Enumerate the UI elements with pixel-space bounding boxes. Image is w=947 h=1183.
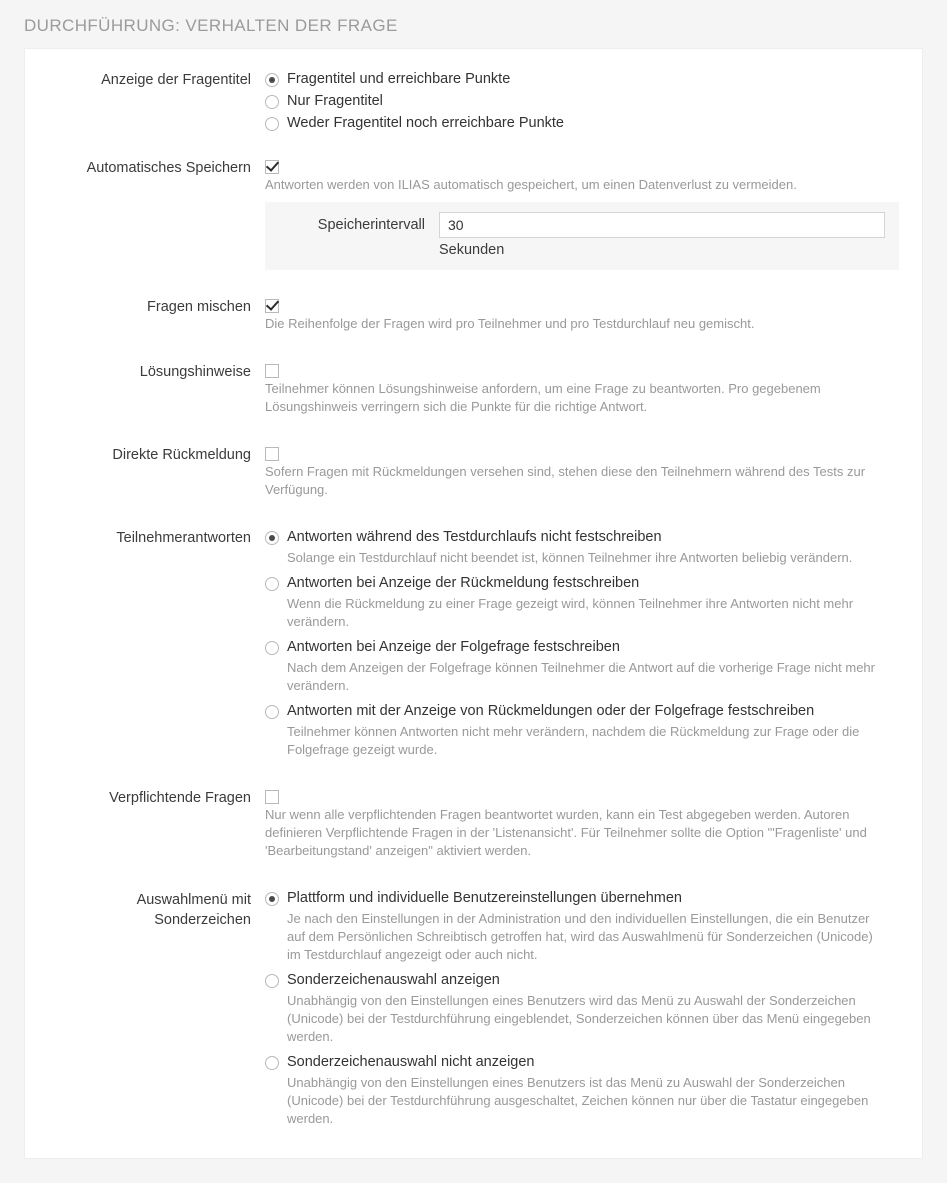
radio-icon[interactable] bbox=[265, 95, 279, 109]
field-autosave bbox=[25, 151, 922, 280]
radio-group-item bbox=[265, 573, 882, 631]
field-label: Lösungshinweise bbox=[139, 364, 251, 380]
radio-option[interactable] bbox=[265, 888, 882, 908]
interval-unit: Sekunden bbox=[439, 242, 505, 258]
checkbox-icon[interactable] bbox=[265, 364, 279, 378]
checkbox-option[interactable] bbox=[265, 444, 882, 461]
field-participant-answers bbox=[25, 521, 922, 771]
field-help: Die Reihenfolge der Fragen wird pro Teilnehmer und pro Testdurchlauf neu gemischt. bbox=[265, 316, 755, 331]
radio-icon[interactable] bbox=[265, 641, 279, 655]
field-label: Direkte Rückmeldung bbox=[112, 447, 251, 463]
field-label: Teilnehmerantworten bbox=[116, 530, 251, 546]
radio-icon[interactable] bbox=[265, 705, 279, 719]
checkbox-option[interactable] bbox=[265, 157, 899, 174]
field-body bbox=[265, 157, 939, 274]
field-label bbox=[25, 888, 265, 930]
field-body bbox=[265, 296, 922, 339]
radio-icon[interactable] bbox=[265, 73, 279, 87]
checkbox-option[interactable] bbox=[265, 296, 882, 313]
field-char-selector bbox=[25, 882, 922, 1140]
option-help: Wenn die Rückmeldung zu einer Frage gezeigt wird, können Teilnehmer ihre Antworten nicht mehr verändern. bbox=[287, 596, 854, 629]
radio-group-item bbox=[265, 701, 882, 759]
option-help: Teilnehmer können Antworten nicht mehr verändern, nachdem die Rückmeldung zur Frage oder die Folgefrage gezeigt wurde. bbox=[287, 724, 860, 757]
checkbox-icon[interactable] bbox=[265, 299, 279, 313]
radio-label: Antworten mit der Anzeige von Rückmeldungen oder der Folgefrage festschreiben bbox=[287, 703, 815, 719]
checkbox-icon[interactable] bbox=[265, 790, 279, 804]
radio-option[interactable] bbox=[265, 573, 882, 593]
field-hints bbox=[25, 355, 922, 428]
option-help: Unabhängig von den Einstellungen eines Benutzers wird das Menü zu Auswahl der Sonderzeichen (Unicode) bei der Testdurchführung eingeblendet, Sonderzeichen können über das Menü eingegeben werden. bbox=[287, 993, 871, 1044]
radio-label: Antworten bei Anzeige der Folgefrage festschreiben bbox=[287, 639, 620, 655]
radio-icon[interactable] bbox=[265, 892, 279, 906]
interval-label: Speicherintervall bbox=[317, 217, 425, 233]
option-help: Nach dem Anzeigen der Folgefrage können Teilnehmer die Antwort auf die vorherige Frage nicht mehr verändern. bbox=[287, 660, 875, 693]
field-instant-feedback bbox=[25, 438, 922, 511]
radio-icon[interactable] bbox=[265, 117, 279, 131]
field-question-title bbox=[25, 63, 922, 141]
checkbox-option[interactable] bbox=[265, 361, 882, 378]
radio-icon[interactable] bbox=[265, 531, 279, 545]
settings-card bbox=[24, 48, 923, 1159]
field-label: Verpflichtende Fragen bbox=[109, 790, 251, 806]
option-help: Solange ein Testdurchlauf nicht beendet ist, können Teilnehmer ihre Antworten beliebig verändern. bbox=[287, 550, 853, 565]
page-title: DURCHFÜHRUNG: VERHALTEN DER FRAGE bbox=[24, 16, 398, 35]
radio-group-item bbox=[265, 637, 882, 695]
radio-option[interactable] bbox=[265, 970, 882, 990]
radio-label: Nur Fragentitel bbox=[287, 93, 383, 109]
radio-icon[interactable] bbox=[265, 1056, 279, 1070]
radio-option[interactable] bbox=[265, 91, 882, 111]
checkbox-option[interactable] bbox=[265, 787, 882, 804]
radio-option[interactable] bbox=[265, 1052, 882, 1072]
field-help: Nur wenn alle verpflichtenden Fragen beantwortet wurden, kann ein Test abgegeben werden. Autoren definieren Verpflichtende Fragen in der 'Listenansicht'. Für Teilnehmer sollte die Option "'Fragenliste' und 'Bearbeitungstand' anzeigen" aktiviert werden. bbox=[265, 807, 867, 858]
field-body bbox=[265, 888, 922, 1134]
field-label: Automatisches Speichern bbox=[86, 160, 251, 176]
radio-label: Antworten bei Anzeige der Rückmeldung festschreiben bbox=[287, 575, 640, 591]
radio-option[interactable] bbox=[265, 113, 882, 133]
radio-label: Weder Fragentitel noch erreichbare Punkte bbox=[287, 115, 564, 131]
radio-option[interactable] bbox=[265, 69, 882, 89]
radio-option[interactable] bbox=[265, 701, 882, 721]
field-body bbox=[265, 527, 922, 765]
field-body bbox=[265, 361, 922, 422]
radio-group-item bbox=[265, 970, 882, 1046]
radio-group-item bbox=[265, 888, 882, 964]
checkbox-icon[interactable] bbox=[265, 447, 279, 461]
radio-group-item bbox=[265, 1052, 882, 1128]
radio-label: Antworten während des Testdurchlaufs nicht festschreiben bbox=[287, 529, 662, 545]
interval-field bbox=[439, 212, 885, 258]
radio-label: Fragentitel und erreichbare Punkte bbox=[287, 71, 511, 87]
field-body bbox=[265, 787, 922, 866]
checkbox-icon[interactable] bbox=[265, 160, 279, 174]
radio-group-item bbox=[265, 527, 882, 567]
field-help: Sofern Fragen mit Rückmeldungen versehen sind, stehen diese den Teilnehmern während des Tests zur Verfügung. bbox=[265, 464, 866, 497]
field-help: Antworten werden von ILIAS automatisch gespeichert, um einen Datenverlust zu vermeiden. bbox=[265, 177, 797, 192]
radio-icon[interactable] bbox=[265, 974, 279, 988]
field-label-line1: Auswahlmenü mit bbox=[136, 892, 251, 908]
radio-option[interactable] bbox=[265, 637, 882, 657]
radio-label: Sonderzeichenauswahl nicht anzeigen bbox=[287, 1054, 535, 1070]
field-body bbox=[265, 69, 922, 135]
option-help: Unabhängig von den Einstellungen eines Benutzers ist das Menü zu Auswahl der Sonderzeichen (Unicode) bei der Testdurchführung ausgeschaltet, Zeichen können nur über die Tastatur eingegeben werden. bbox=[287, 1075, 869, 1126]
radio-label: Sonderzeichenauswahl anzeigen bbox=[287, 972, 500, 988]
field-obligatory-questions bbox=[25, 781, 922, 872]
radio-icon[interactable] bbox=[265, 577, 279, 591]
radio-label: Plattform und individuelle Benutzereinstellungen übernehmen bbox=[287, 890, 682, 906]
autosave-interval-panel bbox=[265, 202, 899, 270]
option-help: Je nach den Einstellungen in der Administration und den individuellen Einstellungen, die ein Benutzer auf dem Persönlichen Schreibtisch getroffen hat, wird das Auswahlmenü für Sonderzeichen (Unicode) im Testdurchlauf angezeigt oder auch nicht. bbox=[287, 911, 873, 962]
field-label: Fragen mischen bbox=[147, 299, 251, 315]
field-body bbox=[265, 444, 922, 505]
radio-option[interactable] bbox=[265, 527, 882, 547]
save-interval-input[interactable] bbox=[439, 212, 885, 238]
field-shuffle bbox=[25, 290, 922, 345]
field-help: Teilnehmer können Lösungshinweise anfordern, um eine Frage zu beantworten. Pro gegebenem Lösungshinweis verringern sich die Punkte für die richtige Antwort. bbox=[265, 381, 821, 414]
field-label-line2: Sonderzeichen bbox=[154, 912, 251, 928]
field-label: Anzeige der Fragentitel bbox=[101, 72, 251, 88]
